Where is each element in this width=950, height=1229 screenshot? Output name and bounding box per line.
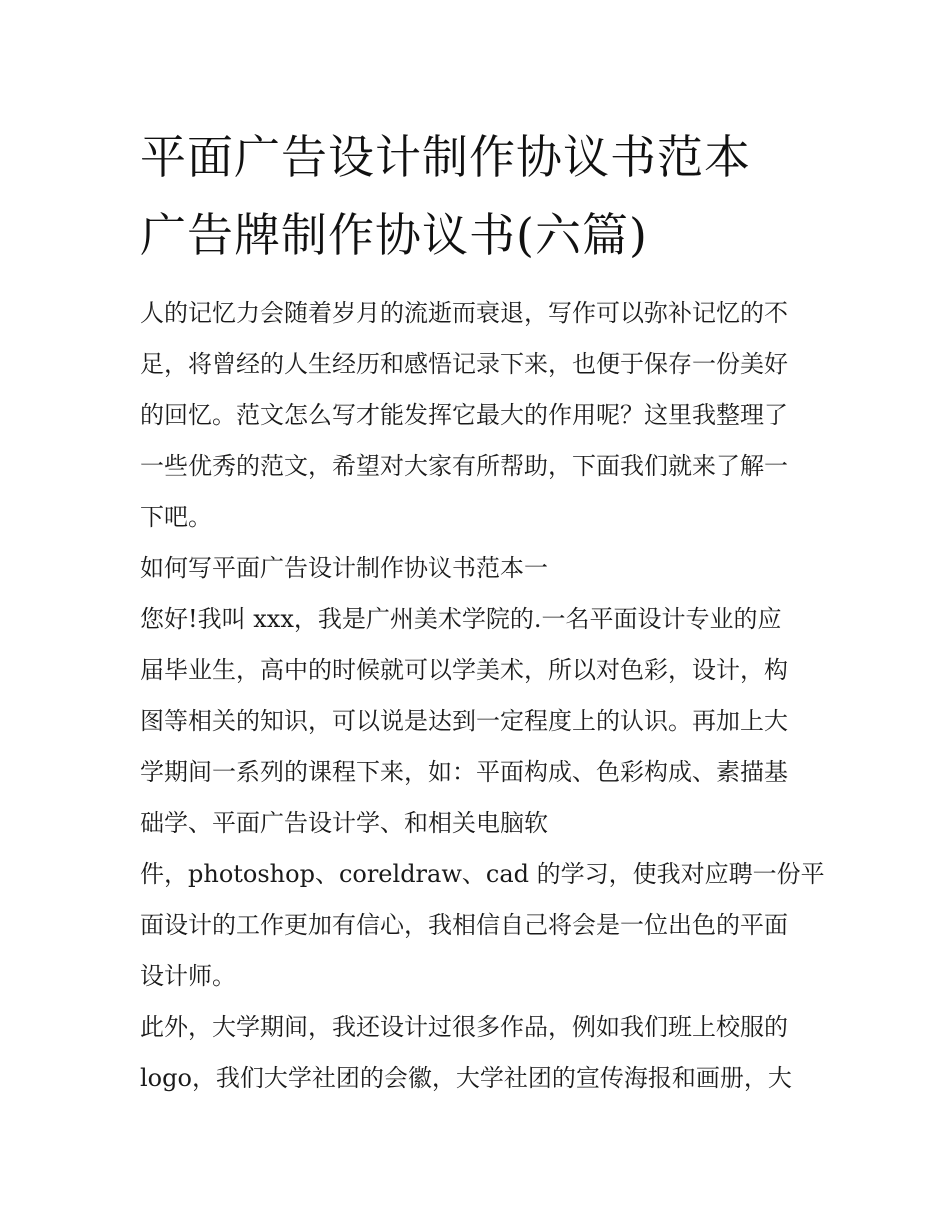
title-line: 广告牌制作协议书(六篇) xyxy=(140,208,648,262)
text-line: 如何写平面广告设计制作协议书范本一 xyxy=(140,554,548,582)
text-line: 面设计的工作更加有信心，我相信自己将会是一位出色的平面 xyxy=(140,911,788,939)
text-line: 件，photoshop、coreldraw、cad 的学习，使我对应聘一份平 xyxy=(140,860,825,888)
document-title xyxy=(140,118,812,274)
body-paragraph xyxy=(140,1002,812,1104)
body-paragraph xyxy=(140,594,812,849)
text-line: 您好!我叫 xxx，我是广州美术学院的.一名平面设计专业的应 xyxy=(140,605,782,633)
text-line: logo，我们大学社团的会徽，大学社团的宣传海报和画册，大 xyxy=(140,1064,792,1092)
text-line: 下吧。 xyxy=(140,503,212,531)
text-line: 学期间一系列的课程下来，如：平面构成、色彩构成、素描基 xyxy=(140,758,788,786)
section-heading xyxy=(140,543,812,594)
text-line: 届毕业生，高中的时候就可以学美术，所以对色彩，设计，构 xyxy=(140,656,788,684)
document-page xyxy=(140,118,825,1104)
body-paragraph xyxy=(140,849,825,1002)
text-line: 此外，大学期间，我还设计过很多作品，例如我们班上校服的 xyxy=(140,1013,788,1041)
text-line: 图等相关的知识，可以说是达到一定程度上的认识。再加上大 xyxy=(140,707,788,735)
text-line: 础学、平面广告设计学、和相关电脑软 xyxy=(140,809,548,837)
text-line: 设计师。 xyxy=(140,962,236,990)
title-line: 平面广告设计制作协议书范本 xyxy=(140,130,751,184)
text-line: 人的记忆力会随着岁月的流逝而衰退，写作可以弥补记忆的不 xyxy=(140,299,788,327)
text-line: 足，将曾经的人生经历和感悟记录下来，也便于保存一份美好 xyxy=(140,350,788,378)
text-line: 一些优秀的范文，希望对大家有所帮助，下面我们就来了解一 xyxy=(140,452,788,480)
text-line: 的回忆。范文怎么写才能发挥它最大的作用呢？这里我整理了 xyxy=(140,401,788,429)
intro-paragraph xyxy=(140,288,812,543)
